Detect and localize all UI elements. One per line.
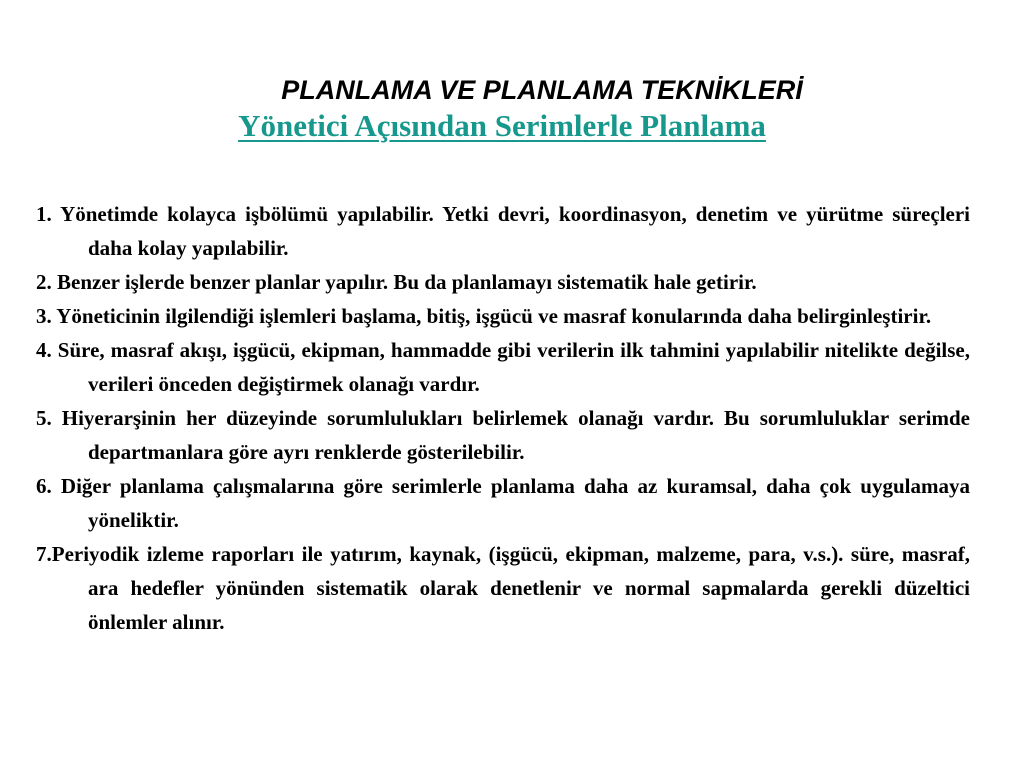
slide-subtitle-text: Yönetici Açısından Serimlerle Planlama <box>238 108 766 143</box>
slide-title: PLANLAMA VE PLANLAMA TEKNİKLERİ <box>281 75 803 105</box>
point-item-1: 1. Yönetimde kolayca işbölümü yapılabilir. Yetki devri, koordinasyon, denetim ve yürütme süreçleri daha kolay yapılabilir. <box>36 202 970 260</box>
point-item-3: 3. Yöneticinin ilgilendiği işlemleri başlama, bitiş, işgücü ve masraf konularında daha belirginleştirir. <box>36 304 932 328</box>
point-item-4: 4. Süre, masraf akışı, işgücü, ekipman, hammadde gibi verilerin ilk tahmini yapılabilir nitelikte değilse, verileri önceden değiştirmek olanağı vardır. <box>36 338 970 396</box>
point-item-2: 2. Benzer işlerde benzer planlar yapılır. Bu da planlamayı sistematik hale getirir. <box>36 270 757 294</box>
slide-subtitle <box>0 106 1024 146</box>
point-item-7: 7.Periyodik izleme raporları ile yatırım, kaynak, (işgücü, ekipman, malzeme, para, v.s.). süre, masraf, ara hedefler yönünden sistematik olarak denetlenir ve normal sapmalarda gerekli düzeltici önlemler alınır. <box>36 542 970 634</box>
point-item-5: 5. Hiyerarşinin her düzeyinde sorumlulukları belirlemek olanağı vardır. Bu sorumluluklar serimde departmanlara göre ayrı renklerde gösterilebilir. <box>36 406 970 464</box>
point-item-6: 6. Diğer planlama çalışmalarına göre serimlerle planlama daha az kuramsal, daha çok uygulamaya yöneliktir. <box>36 474 970 532</box>
point-list <box>36 197 970 639</box>
